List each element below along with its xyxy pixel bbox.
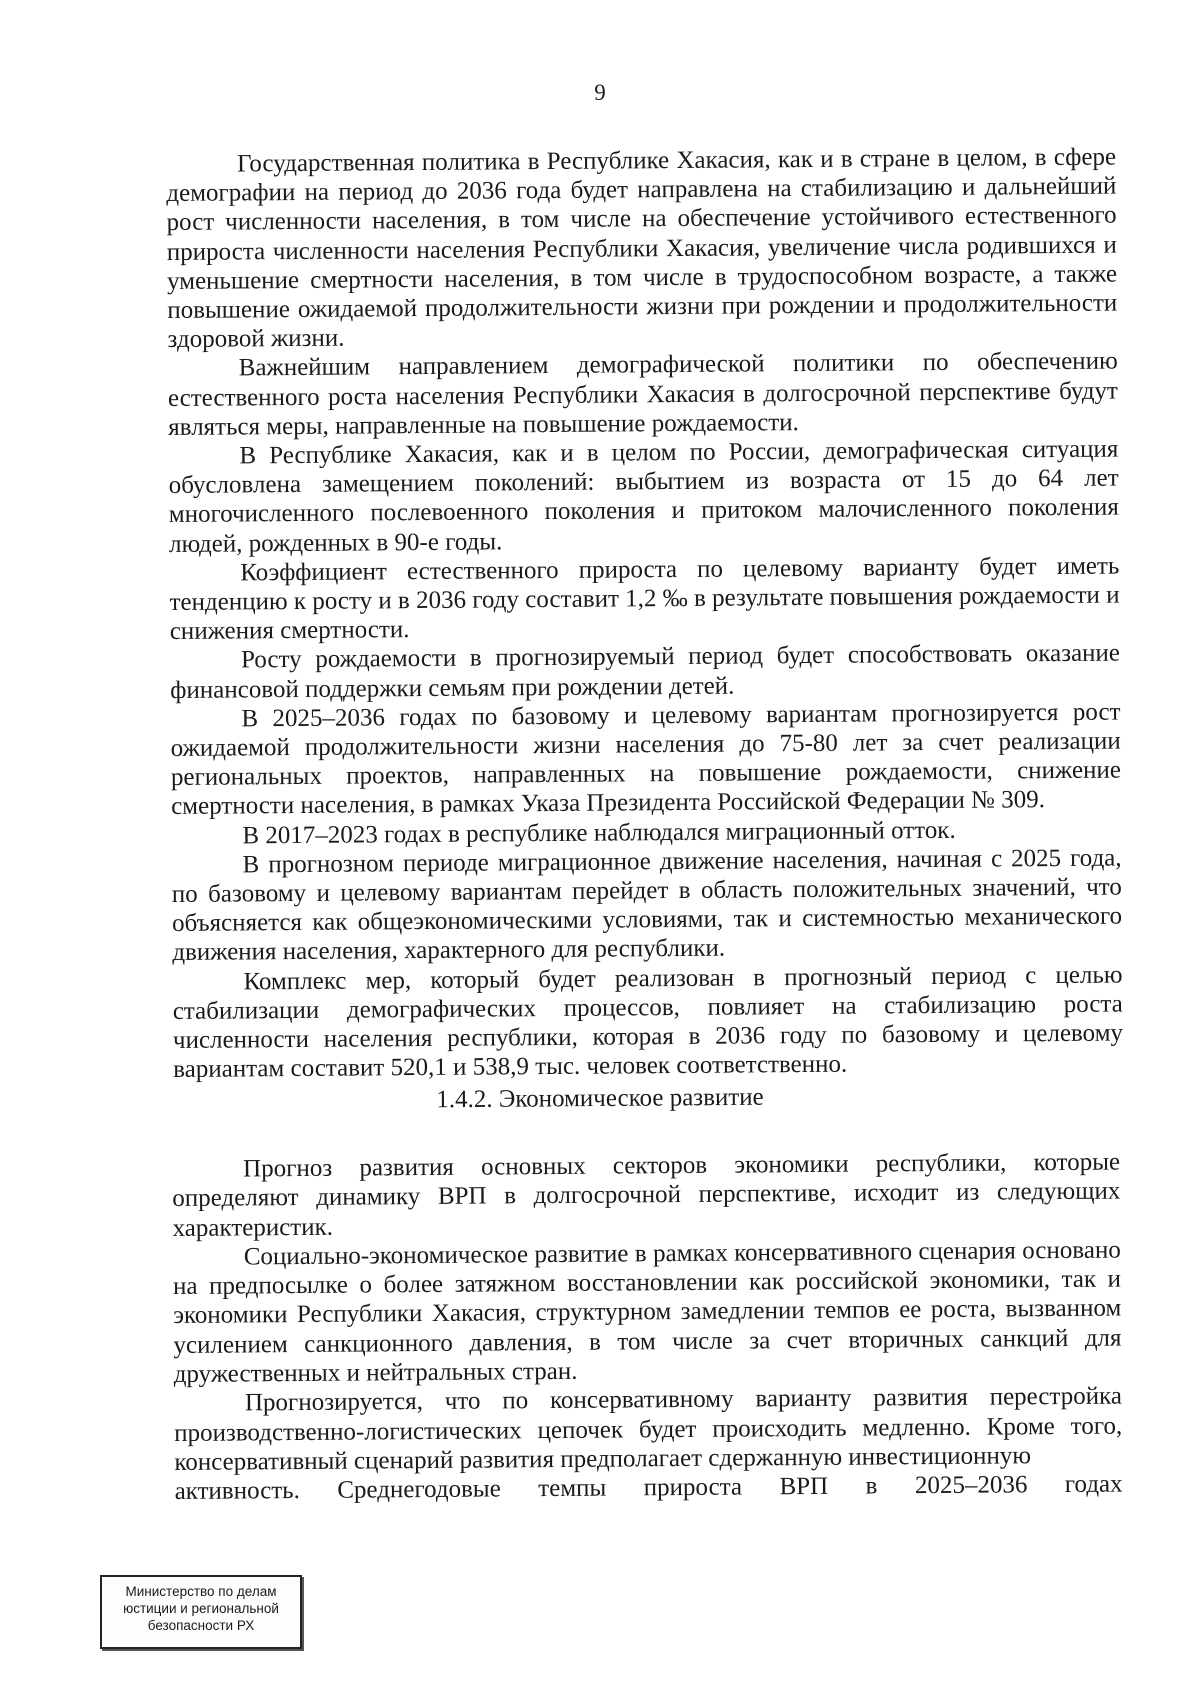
paragraph: Социально-экономическое развитие в рамках консервативного сценария основано на предпосылке о более затяжном восстановлении как российской экономики, так и экономики Республики Хакасия, структурном замедлении темпов ее роста, вызванном усилением санкционного давления, в том числе за счет вторичных санкций для дружественных и нейтральных стран.	[172, 1236, 1122, 1389]
paragraph: В прогнозном периоде миграционное движение населения, начиная с 2025 года, по базовому и целевому вариантам перейдет в область положительных значений, что объясняется как общеэкономическими условиями, так и системностью механического движения населения, характерного для республики.	[171, 844, 1123, 967]
paragraph: Коэффициент естественного прироста по целевому варианту будет иметь тенденцию к росту и в 2036 году составит 1,2 ‰ в результате повышения рождаемости и снижения смертности.	[169, 552, 1120, 646]
page-number: 9	[594, 80, 606, 105]
word: годах	[1064, 1470, 1123, 1499]
stamp-line: юстиции и региональной	[123, 1601, 279, 1616]
stamp-line: Министерство по делам	[125, 1584, 277, 1599]
word: 2025–2036	[914, 1471, 1028, 1500]
paragraph: Важнейшим направлением демографической политики по обеспечению естественного роста населения Республики Хакасия в долгосрочной перспективе будут являться меры, направленные на повышение рождаемости.	[167, 347, 1119, 441]
paragraph: В 2017–2023 годах в республике наблюдался миграционный отток.	[242, 816, 956, 850]
paragraph: В Республике Хакасия, как и в целом по России, демографическая ситуация обусловлена замещением поколений: выбытием из возраста от 15 до 64 лет многочисленного послевоенного поколения и притоком малочисленного поколения людей, рожденных в 90-е годы.	[168, 435, 1119, 558]
paragraph: Прогноз развития основных секторов экономики республики, которые определяют динамику ВРП в долгосрочной перспективе, исходит из следующих характеристик.	[172, 1148, 1121, 1242]
word: прироста	[643, 1473, 743, 1502]
paragraph: Росту рождаемости в прогнозируемый период будет способствовать оказание финансовой поддержки семьям при рождении детей.	[170, 639, 1121, 704]
paragraph: В 2025–2036 годах по базовому и целевому вариантам прогнозируется рост ожидаемой продолжительности жизни населения до 75-80 лет за счет реализации региональных проектов, направленных на повышение рождаемости, снижение смертности населения, в рамках Указа Президента Российской Федерации № 309.	[170, 698, 1122, 821]
word: Среднегодовые	[337, 1475, 501, 1504]
paragraph: Прогнозируется, что по консервативному варианту развития перестройка производственно-логистических цепочек будет происходить медленно. Кроме того, консервативный сценарий развития предполагает сдержанную инвестиционную	[174, 1382, 1123, 1476]
stamp-line: безопасности РХ	[147, 1618, 255, 1633]
word: ВРП	[779, 1473, 829, 1501]
section-heading: 1.4.2. Экономическое развитие	[436, 1083, 764, 1114]
paragraph: Комплекс мер, который будет реализован в прогнозный период с целью стабилизации демографических процессов, повлияет на стабилизацию роста численности населения республики, которая в 2036 году по базовому и целевому вариантам составит 520,1 и 538,9 тыс. человек соответственно.	[172, 961, 1124, 1084]
word: в	[865, 1472, 878, 1500]
ministry-stamp	[100, 1575, 302, 1649]
paragraph: Государственная политика в Республике Хакасия, как и в стране в целом, в сфере демографии на период до 2036 года будет направлена на стабилизацию и дальнейший рост численности населения, в том числе на обеспечение устойчивого естественного прироста численности населения Республики Хакасия, увеличение числа родившихся и уменьшение смертности населения, в том числе в трудоспособном возрасте, а также повышение ожидаемой продолжительности жизни при рождении и продолжительности здоровой жизни.	[166, 143, 1118, 354]
word: активность.	[174, 1477, 300, 1506]
body-text-economy	[172, 1148, 1123, 1507]
word: темпы	[538, 1474, 607, 1503]
body-text-demography	[166, 143, 1123, 1085]
